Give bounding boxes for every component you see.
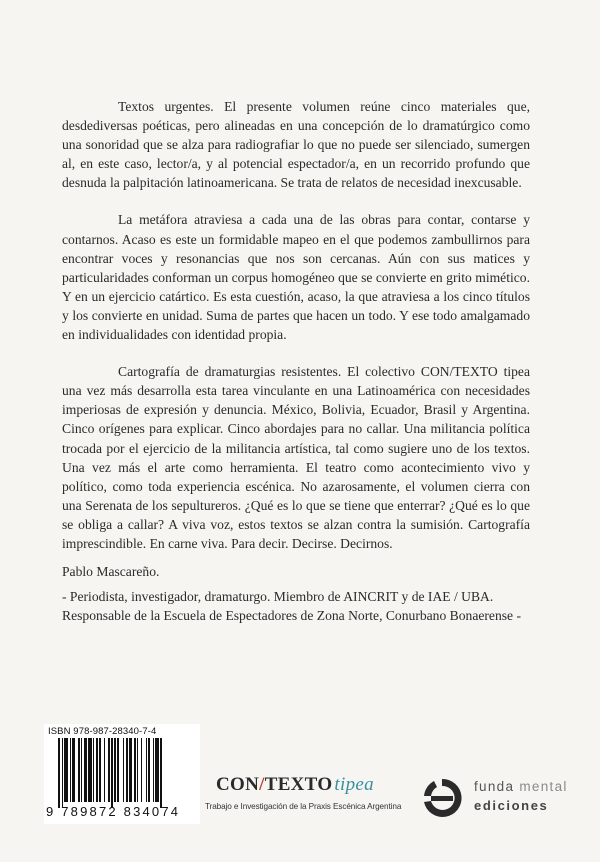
imprint-funda: funda [474, 779, 515, 794]
barcode-bar [148, 738, 150, 802]
signature-block [62, 562, 562, 626]
logo-texto: TEXTO [264, 774, 333, 795]
barcode-bar [88, 738, 92, 802]
barcode-bar [123, 738, 124, 802]
barcode-bar [72, 738, 74, 802]
contexto-subtitle: Trabajo e Investigación de la Praxis Escénica Argentina [205, 802, 402, 811]
barcode-bar [129, 738, 133, 802]
author-credentials-line-2: Responsable de la Escuela de Espectadores de Zona Norte, Conurbano Bonaerense - [62, 608, 522, 624]
fundamental-logo-icon [420, 776, 464, 820]
barcode-bar [70, 738, 71, 802]
barcode-bar [160, 738, 162, 808]
contexto-tipea-logo [216, 774, 374, 796]
paragraph-1: Textos urgentes. El presente volumen reúne cinco materiales que, desdediversas poéticas, pero alineadas en una concepción de lo dramatúrgico como una sonoridad que se alza para radiografiar lo que no puede ser silenciado, sumergen al, en este caso, lector/a, y al potencial espectador/a, en un recorrido profundo que desnuda la palpitación latinoamericana. Se trata de relatos de necesidad inexcusable. [62, 99, 530, 191]
barcode-bar [153, 738, 154, 802]
logo-slash: / [259, 774, 265, 795]
barcode-bar [104, 738, 105, 802]
paragraph-2: La metáfora atraviesa a cada una de las obras para contar, contarse y contarnos. Acaso es este un formidable mapeo en el que podemos zambullirnos para encontrar voces y resonancias que nos son cercanas. Aún con sus matices y particularidades conforman un corpus homogéneo que se convierte en grito mimético. Y en un ejercicio catártico. Es esta cuestión, acaso, la que atraviesa a los cinco títulos y los convierte en unidad. Suma de partes que hacen un todo. Y ese todo amalgamado en individualidades con identidad propia. [62, 212, 530, 343]
barcode-bar [111, 738, 113, 808]
author-credentials-line-1: - Periodista, investigador, dramaturgo. Miembro de AINCRIT y de IAE / UBA. [62, 588, 494, 604]
barcode-digits: 9 789872 834074 [46, 804, 181, 819]
barcode-bar [126, 738, 127, 802]
author-name: Pablo Mascareño. [62, 564, 160, 579]
barcode-bar [93, 738, 94, 802]
barcode-bar [141, 738, 142, 802]
barcode-bar [155, 738, 159, 802]
barcode-bar [64, 738, 68, 802]
barcode-bar [134, 738, 136, 802]
logo-tipea: tipea [334, 774, 374, 795]
barcode-bar [62, 738, 63, 808]
barcode-bar [84, 738, 86, 802]
barcode-bar [81, 738, 82, 802]
barcode-bar [137, 738, 138, 802]
paragraph-3: Cartografía de dramaturgias resistentes. El colectivo CON/TEXTO tipea una vez más desarrolla esta tarea vinculante en una Latinoamérica con necesidades imperiosas de expresión y denuncia. México, Bolivia, Ecuador, Brasil y Argentina. Cinco orígenes para explicar. Cinco abordajes para no callar. Una militancia política trocada por el ejercicio de la militancia artística, tal como sugiere uno de los textos. Una vez más el arte como herramienta. El teatro como acontecimiento vivo y político, como toda experiencia escénica. No azarosamente, el volumen cierra con una Serenata de los sepultureros. ¿Qué es lo que se tiene que enterrar? ¿Qué es lo que se obliga a callar? A viva voz, estos textos se alzan contra la sumisión. Cartografía imprescindible. En carne viva. Para decir. Decirse. Decirnos. [62, 364, 530, 551]
barcode-bar [146, 738, 147, 802]
barcode-bar [78, 738, 79, 802]
barcode-bar [96, 738, 97, 802]
barcode-bar [99, 738, 101, 802]
logo-con: CON [216, 774, 260, 795]
barcode-bar [108, 738, 109, 802]
barcode-bar [58, 738, 60, 808]
back-cover-text [62, 97, 530, 553]
barcode-bars [58, 738, 194, 808]
barcode-bar [117, 738, 119, 802]
barcode-bar [114, 738, 115, 802]
imprint-name [474, 779, 568, 794]
imprint-ediciones: ediciones [474, 798, 549, 813]
isbn-label: ISBN 978-987-28340-7-4 [48, 726, 157, 737]
isbn-barcode [44, 724, 200, 824]
imprint-mental: mental [519, 779, 568, 794]
